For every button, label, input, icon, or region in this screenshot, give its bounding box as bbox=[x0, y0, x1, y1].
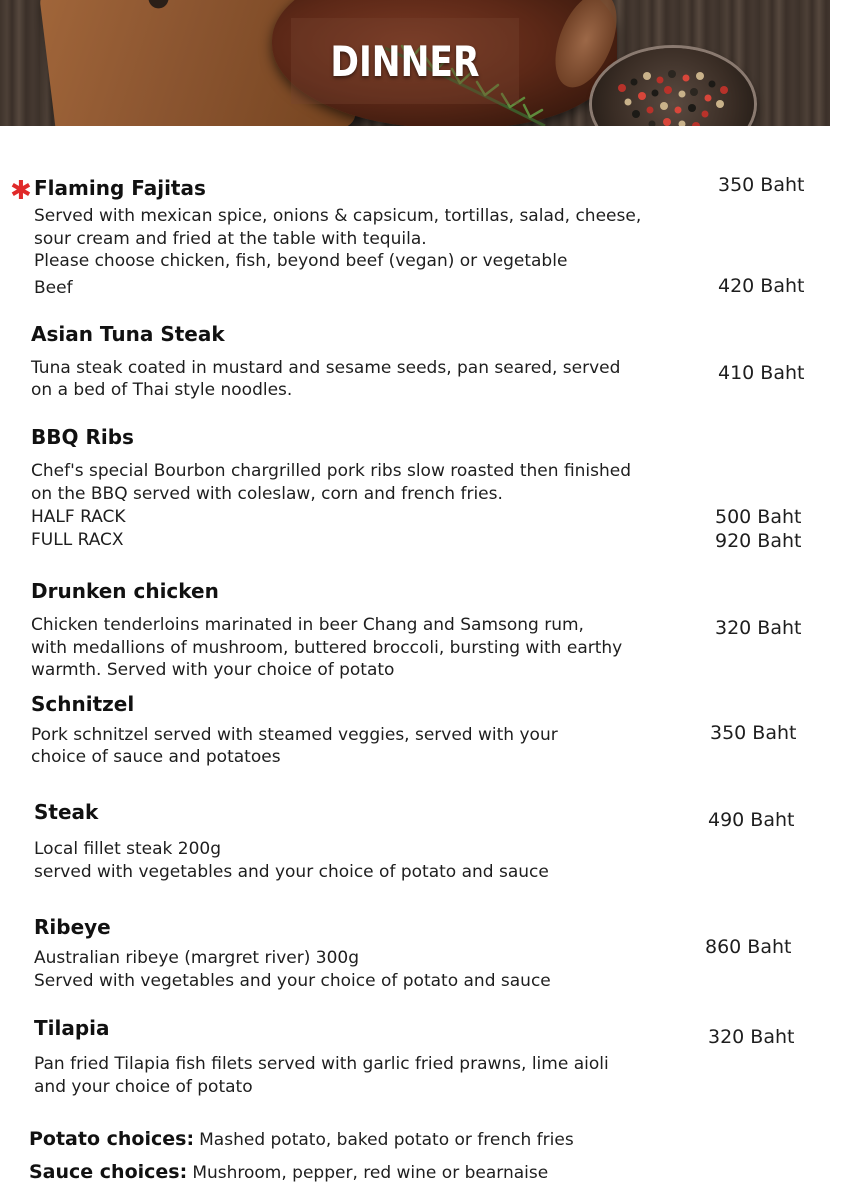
peppercorns-icon bbox=[592, 48, 754, 126]
item-price-tilapia: 320 Baht bbox=[708, 1026, 795, 1048]
potato-choices bbox=[29, 1128, 574, 1150]
board-hole bbox=[147, 0, 169, 10]
item-desc-line: Pork schnitzel served with steamed veggies, served with your bbox=[31, 725, 558, 745]
item-name-drunken-chicken: Drunken chicken bbox=[31, 579, 219, 603]
item-desc-line: Chicken tenderloins marinated in beer Chang and Samsong rum, bbox=[31, 615, 584, 635]
item-option-price: 920 Baht bbox=[715, 530, 802, 552]
item-name-ribeye: Ribeye bbox=[34, 915, 111, 939]
item-price-drunken-chicken: 320 Baht bbox=[715, 617, 802, 639]
item-desc-line: Australian ribeye (margret river) 300g bbox=[34, 948, 359, 968]
sauce-choices-label: Sauce choices: bbox=[29, 1161, 188, 1183]
item-desc-line: on the BBQ served with coleslaw, corn and french fries. bbox=[31, 484, 503, 504]
item-option-label: Beef bbox=[34, 278, 73, 298]
page-title: DINNER bbox=[330, 36, 480, 86]
item-name-schnitzel: Schnitzel bbox=[31, 692, 135, 716]
item-desc-line: on a bed of Thai style noodles. bbox=[31, 380, 293, 400]
item-desc-line: warmth. Served with your choice of potato bbox=[31, 660, 395, 680]
sauce-choices-text: Mushroom, pepper, red wine or bearnaise bbox=[192, 1163, 549, 1183]
item-name-bbq-ribs: BBQ Ribs bbox=[31, 425, 134, 449]
item-desc-line: with medallions of mushroom, buttered broccoli, bursting with earthy bbox=[31, 638, 623, 658]
item-price-flaming-fajitas: 350 Baht bbox=[718, 174, 805, 196]
item-desc-line: Chef's special Bourbon chargrilled pork ribs slow roasted then finished bbox=[31, 461, 632, 481]
sauce-choices bbox=[29, 1161, 548, 1183]
item-name-flaming-fajitas: Flaming Fajitas bbox=[34, 176, 206, 200]
item-price-steak: 490 Baht bbox=[708, 809, 795, 831]
item-name-asian-tuna-steak: Asian Tuna Steak bbox=[31, 322, 225, 346]
item-price-ribeye: 860 Baht bbox=[705, 936, 792, 958]
item-price-schnitzel: 350 Baht bbox=[710, 722, 797, 744]
item-option-price: 420 Baht bbox=[718, 275, 805, 297]
item-desc-line: served with vegetables and your choice of potato and sauce bbox=[34, 862, 549, 882]
potato-choices-label: Potato choices: bbox=[29, 1128, 195, 1150]
item-option-label: HALF RACK bbox=[31, 507, 126, 527]
header-banner bbox=[0, 0, 830, 126]
item-desc-line: sour cream and fried at the table with tequila. bbox=[34, 229, 427, 249]
item-desc-line: Served with mexican spice, onions & capsicum, tortillas, salad, cheese, bbox=[34, 206, 642, 226]
item-price-asian-tuna-steak: 410 Baht bbox=[718, 362, 805, 384]
peppercorn-bowl-image bbox=[592, 48, 754, 126]
item-desc-line: Served with vegetables and your choice of potato and sauce bbox=[34, 971, 551, 991]
item-desc-line: Pan fried Tilapia fish filets served with garlic fried prawns, lime aioli bbox=[34, 1054, 609, 1074]
asterisk-icon: ✱ bbox=[10, 176, 32, 206]
item-desc-line: choice of sauce and potatoes bbox=[31, 747, 281, 767]
item-desc-line: and your choice of potato bbox=[34, 1077, 253, 1097]
item-option-label: FULL RACX bbox=[31, 530, 124, 550]
item-name-tilapia: Tilapia bbox=[34, 1016, 110, 1040]
potato-choices-text: Mashed potato, baked potato or french fries bbox=[199, 1130, 574, 1150]
item-desc-line: Please choose chicken, fish, beyond beef (vegan) or vegetable bbox=[34, 251, 568, 271]
item-name-steak: Steak bbox=[34, 800, 99, 824]
item-desc-line: Local fillet steak 200g bbox=[34, 839, 222, 859]
item-option-price: 500 Baht bbox=[715, 506, 802, 528]
title-box bbox=[291, 18, 519, 104]
item-desc-line: Tuna steak coated in mustard and sesame seeds, pan seared, served bbox=[31, 358, 621, 378]
